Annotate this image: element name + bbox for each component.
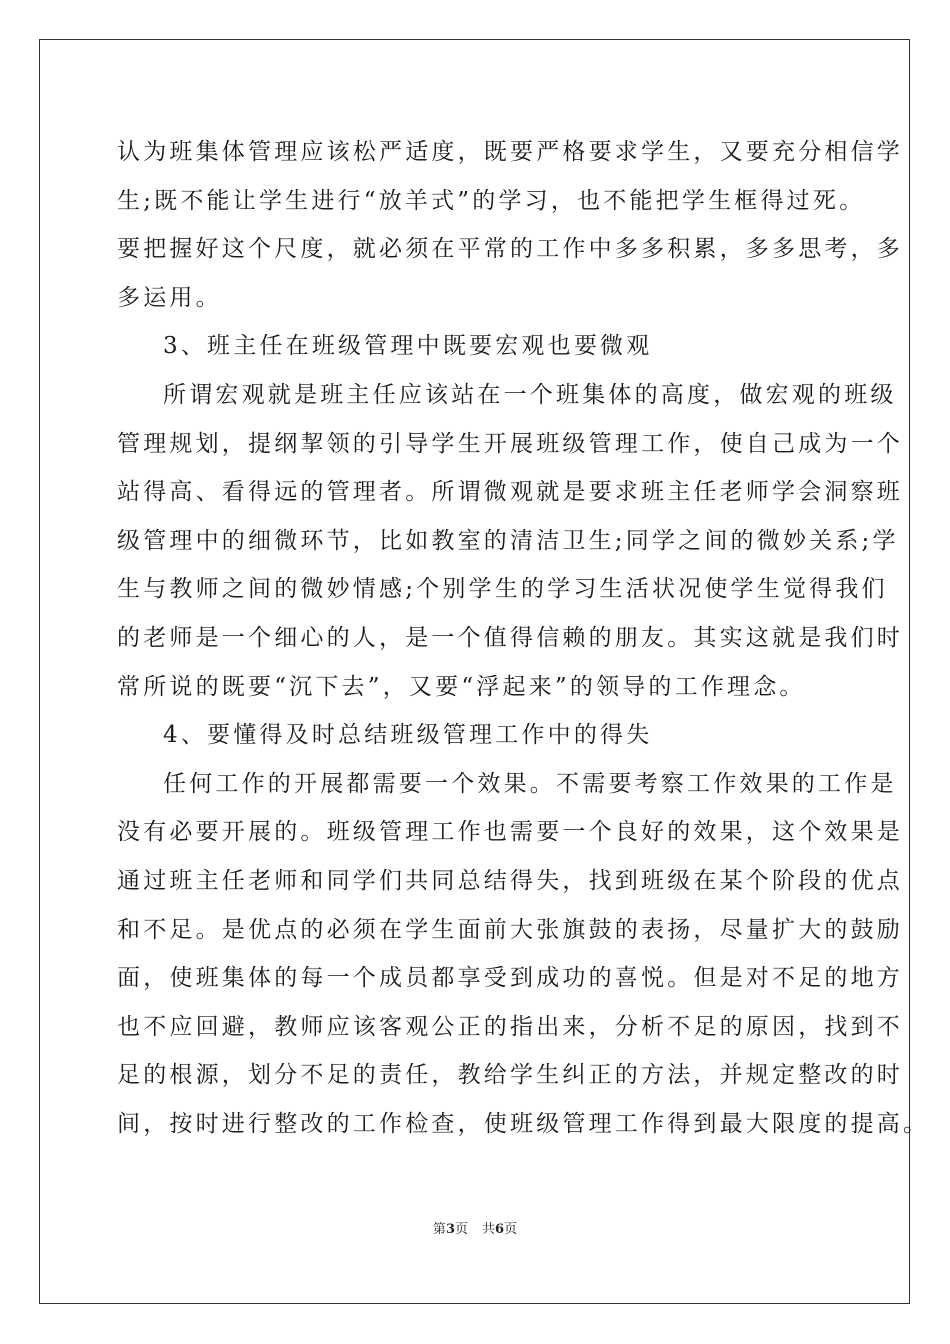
text-line: 通过班主任老师和同学们共同总结得失，找到班级在某个阶段的优点: [117, 867, 903, 894]
text-line: 间，按时进行整改的工作检查，使班级管理工作得到最大限度的提高。: [117, 1110, 930, 1137]
text-line: 的老师是一个细心的人，是一个值得信赖的朋友。其实这就是我们时: [117, 624, 903, 651]
text-line: 和不足。是优点的必须在学生面前大张旗鼓的表扬，尽量扩大的鼓励: [117, 916, 903, 943]
text-line: 面，使班集体的每一个成员都享受到成功的喜悦。但是对不足的地方: [117, 965, 903, 992]
total-pages-suffix: 页: [504, 1222, 518, 1237]
text-line: 常所说的既要“沉下去”，又要“浮起来”的领导的工作理念。: [117, 673, 806, 700]
text-line: 任何工作的开展都需要一个效果。不需要考察工作效果的工作是: [163, 770, 897, 797]
text-line: 也不应回避，教师应该客观公正的指出来，分析不足的原因，找到不: [117, 1013, 903, 1040]
page-number-suffix: 页: [454, 1222, 468, 1237]
text-line: 没有必要开展的。班级管理工作也需要一个良好的效果，这个效果是: [117, 819, 903, 846]
text-line: 生与教师之间的微妙情感;个别学生的学习生活状况使学生觉得我们: [117, 576, 888, 603]
page-footer: [0, 1218, 950, 1237]
page-number: 3: [445, 1222, 455, 1237]
text-line: 生;既不能让学生进行“放羊式”的学习，也不能把学生框得过死。: [117, 187, 866, 214]
text-line: 站得高、看得远的管理者。所谓微观就是要求班主任老师学会洞察班: [117, 479, 903, 506]
text-line: 认为班集体管理应该松严适度，既要严格要求学生，又要充分相信学: [117, 139, 903, 165]
total-pages: 6: [495, 1222, 505, 1237]
text-line: 级管理中的细微环节，比如教室的清洁卫生;同学之间的微妙关系;学: [117, 527, 899, 554]
page-number-prefix: 第: [432, 1222, 446, 1237]
text-line: 要把握好这个尺度，就必须在平常的工作中多多积累，多多思考，多: [117, 236, 903, 263]
text-line: 所谓宏观就是班主任应该站在一个班集体的高度，做宏观的班级: [163, 381, 897, 408]
document-body: [117, 128, 930, 1148]
total-pages-prefix: 共: [482, 1222, 496, 1237]
text-line: 多运用。: [117, 284, 222, 311]
text-line: 管理规划，提纲挈领的引导学生开展班级管理工作，使自己成为一个: [117, 430, 903, 457]
text-line: 足的根源，划分不足的责任，教给学生纠正的方法，并规定整改的时: [117, 1062, 903, 1089]
section-heading-3: 3、班主任在班级管理中既要宏观也要微观: [163, 333, 653, 360]
section-heading-4: 4、要懂得及时总结班级管理工作中的得失: [163, 722, 653, 749]
